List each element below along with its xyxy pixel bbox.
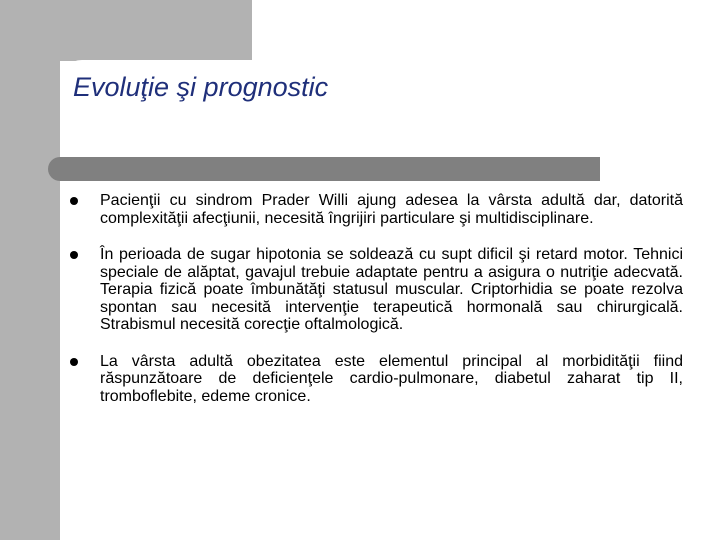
- bullet-item: [69, 192, 683, 227]
- bullet-text: Pacienţii cu sindrom Prader Willi ajung adesea la vârsta adultă dar, datorită complexităţii afecţiunii, necesită îngrijiri particulare şi multidisciplinare.: [100, 192, 683, 227]
- bullet-text: În perioada de sugar hipotonia se soldează cu supt dificil şi retard motor. Tehnici speciale de alăptat, gavajul trebuie adaptate pentru a asigura o nutriţie adecvată. Terapia fizică poate îmbunătăţi statusul muscular. Criptorhidia se poate rezolva spontan sau necesită intervenţie terapeutică hormonală sau chirurgicală. Strabismul necesită corecţie oftalmologică.: [100, 246, 683, 333]
- left-decorative-bar: [0, 0, 60, 540]
- slide-title: Evoluţie şi prognostic: [73, 72, 329, 102]
- top-decorative-block: [0, 0, 252, 61]
- bullet-list: [69, 192, 683, 424]
- bullet-item: [69, 246, 683, 334]
- title-divider-bar: [48, 157, 600, 181]
- bullet-icon: [70, 197, 78, 205]
- bullet-item: [69, 353, 683, 406]
- bullet-icon: [70, 358, 78, 366]
- bullet-icon: [70, 251, 78, 259]
- bullet-text: La vârsta adultă obezitatea este elementul principal al morbidităţii fiind răspunzătoare de deficienţele cardio-pulmonare, diabetul zaharat tip II, tromboflebite, edeme cronice.: [100, 352, 683, 405]
